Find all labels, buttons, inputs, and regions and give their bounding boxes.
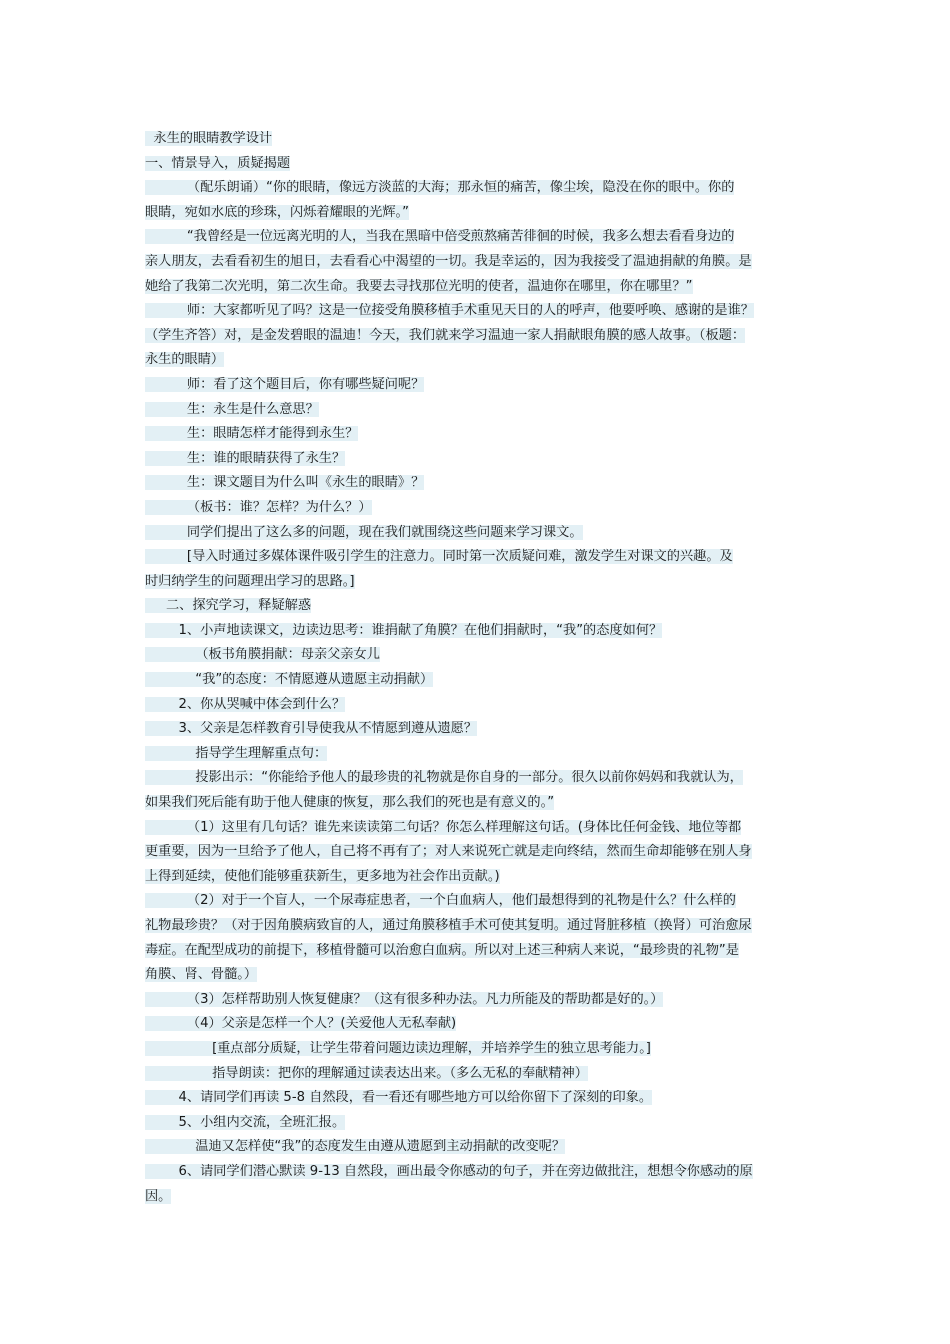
text-line: 她给了我第二次光明，第二次生命。我要去寻找那位光明的使者，温迪你在哪里，你在哪里？”: [145, 278, 693, 294]
text-line: 时归纳学生的问题理出学习的思路。]: [145, 573, 355, 589]
text-line: 温迪又怎样使“我”的态度发生由遵从遗愿到主动捐献的改变呢？: [145, 1139, 566, 1155]
text-line: “我曾经是一位远离光明的人，当我在黑暗中倍受煎熬痛苦徘徊的时候，我多么想去看看身边的: [145, 229, 735, 245]
text-line: （板书角膜捐献：母亲父亲女儿: [145, 647, 380, 663]
text-line: （2）对于一个盲人，一个尿毒症患者，一个白血病人，他们最想得到的礼物是什么？什么样的: [145, 893, 736, 909]
text-line: 如果我们死后能有助于他人健康的恢复，那么我们的死也是有意义的。”: [145, 795, 555, 811]
text-line: 指导朗读：把你的理解通过读表达出来。（多么无私的奉献精神）: [145, 1065, 588, 1081]
text-line: 更重要，因为一旦给予了他人，自己将不再有了；对人来说死亡就是走向终结，然而生命却能够在别人身: [145, 844, 752, 860]
text-line: （板书：谁？怎样？为什么？）: [145, 499, 372, 515]
text-line: 5、小组内交流，全班汇报。: [145, 1114, 346, 1130]
text-line: [导入时通过多媒体课件吸引学生的注意力。同时第一次质疑问难，激发学生对课文的兴趣。及: [145, 549, 733, 565]
text-line: 师：大家都听见了吗？这是一位接受角膜移植手术重见天日的人的呼声，他要呼唤、感谢的是谁？: [145, 303, 754, 319]
text-line: 永生的眼睛）: [145, 352, 225, 368]
text-line: 因。: [145, 1188, 172, 1204]
text-line: 眼睛，宛如水底的珍珠，闪烁着耀眼的光辉。”: [145, 204, 409, 220]
text-line: 生：课文题目为什么叫《永生的眼睛》？: [145, 475, 425, 491]
text-line: 4、请同学们再读 5-8 自然段，看一看还有哪些地方可以给你留下了深刻的印象。: [145, 1090, 653, 1106]
text-line: （4）父亲是怎样一个人？(关爱他人无私奉献): [145, 1016, 457, 1032]
text-line: 生：眼睛怎样才能得到永生？: [145, 426, 359, 442]
text-line: 1、小声地读课文，边读边思考：谁捐献了角膜？在他们捐献时，“我”的态度如何？: [145, 622, 663, 638]
text-line: （1）这里有几句话？谁先来读读第二句话？你怎么样理解这句话。(身体比任何金钱、地位等都: [145, 819, 742, 835]
text-line: （学生齐答）对，是金发碧眼的温迪！今天，我们就来学习温迪一家人捐献眼角膜的感人故事。（板题：: [145, 327, 746, 343]
text-line: 指导学生理解重点句：: [145, 745, 328, 761]
text-line: 亲人朋友，去看看初生的旭日，去看看心中渴望的一切。我是幸运的，因为我接受了温迪捐献的角膜。是: [145, 253, 752, 269]
text-line: 师：看了这个题目后，你有哪些疑问呢？: [145, 376, 425, 392]
text-line: （3）怎样帮助别人恢复健康？（这有很多种办法。凡力所能及的帮助都是好的。）: [145, 991, 664, 1007]
text-line: 毒症。在配型成功的前提下，移植骨髓可以治愈白血病。所以对上述三种病人来说，“最珍贵的礼物”是: [145, 942, 739, 958]
text-line: 2、你从哭喊中体会到什么？: [145, 696, 346, 712]
document-title: 永生的眼睛教学设计: [145, 131, 273, 146]
document-body: [145, 127, 817, 1209]
text-line: 6、请同学们潜心默读 9-13 自然段，画出最令你感动的句子，并在旁边做批注，想想令你感动的原: [145, 1163, 753, 1179]
text-line: 礼物最珍贵？（对于因角膜病致盲的人，通过角膜移植手术可使其复明。通过肾脏移植（换肾）可治愈尿: [145, 918, 752, 933]
text-line: 同学们提出了这么多的问题，现在我们就围绕这些问题来学习课文。: [145, 524, 583, 540]
section-heading-1: 一、情景导入，质疑揭题: [145, 155, 291, 171]
text-line: 角膜、肾、骨髓。）: [145, 967, 258, 983]
text-line: （配乐朗诵）“你的眼睛，像远方淡蓝的大海；那永恒的痛苦，像尘埃，隐没在你的眼中。你的: [145, 180, 735, 196]
text-line: 生：永生是什么意思？: [145, 401, 319, 417]
text-line: 3、父亲是怎样教育引导使我从不情愿到遵从遗愿？: [145, 721, 478, 737]
text-line: 上得到延续，使他们能够重获新生，更多地为社会作出贡献。): [145, 868, 500, 884]
text-line: 生：谁的眼睛获得了永生？: [145, 450, 346, 466]
section-heading-2: 二、探究学习，释疑解惑: [145, 598, 312, 614]
text-line: [重点部分质疑，让学生带着问题边读边理解，并培养学生的独立思考能力。]: [145, 1040, 651, 1056]
text-line: 投影出示：“你能给予他人的最珍贵的礼物就是你自身的一部分。很久以前你妈妈和我就认为，: [145, 770, 743, 786]
text-line: “我”的态度：不情愿遵从遗愿主动捐献）: [145, 672, 434, 688]
